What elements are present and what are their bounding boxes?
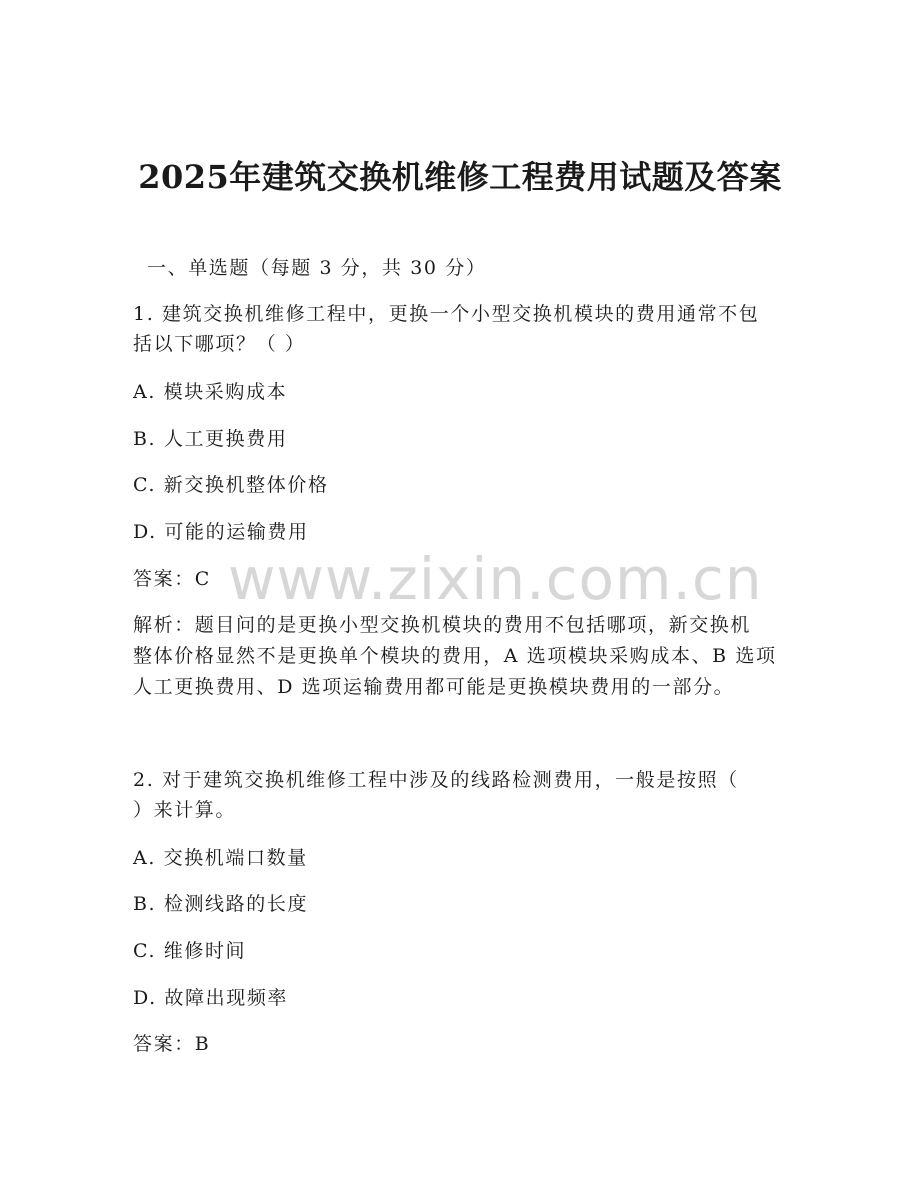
- question-1-answer: 答案：C: [133, 568, 211, 590]
- question-1-analysis-line-1: 解析：题目问的是更换小型交换机模块的费用不包括哪项，新交换机: [133, 614, 752, 636]
- question-2-option-c: C. 维修时间: [133, 940, 247, 962]
- watermark: www.zixin.com.cn: [228, 545, 763, 613]
- question-1-stem-line-1: 1. 建筑交换机维修工程中，更换一个小型交换机模块的费用通常不包: [133, 303, 760, 325]
- section-heading: 一、单选题（每题 3 分，共 30 分）: [147, 257, 487, 279]
- question-2-answer: 答案：B: [133, 1033, 211, 1055]
- document-title: 2025年建筑交换机维修工程费用试题及答案: [138, 158, 782, 196]
- question-1-analysis-line-2: 整体价格显然不是更换单个模块的费用，A 选项模块采购成本、B 选项: [133, 645, 777, 667]
- question-2-stem-line-2: ）来计算。: [133, 799, 237, 821]
- question-1-stem-line-2: 括以下哪项？（ ）: [133, 333, 306, 355]
- question-1-analysis-line-3: 人工更换费用、D 选项运输费用都可能是更换模块费用的一部分。: [133, 676, 735, 698]
- question-2-stem-line-1: 2. 对于建筑交换机维修工程中涉及的线路检测费用，一般是按照（: [133, 769, 739, 791]
- question-1-option-c: C. 新交换机整体价格: [133, 474, 329, 496]
- question-1-option-b: B. 人工更换费用: [133, 428, 288, 450]
- question-1-option-a: A. 模块采购成本: [133, 381, 288, 403]
- question-1-option-d: D. 可能的运输费用: [133, 521, 309, 543]
- question-2-option-d: D. 故障出现频率: [133, 987, 289, 1009]
- question-2-option-b: B. 检测线路的长度: [133, 893, 309, 915]
- question-2-option-a: A. 交换机端口数量: [133, 847, 308, 869]
